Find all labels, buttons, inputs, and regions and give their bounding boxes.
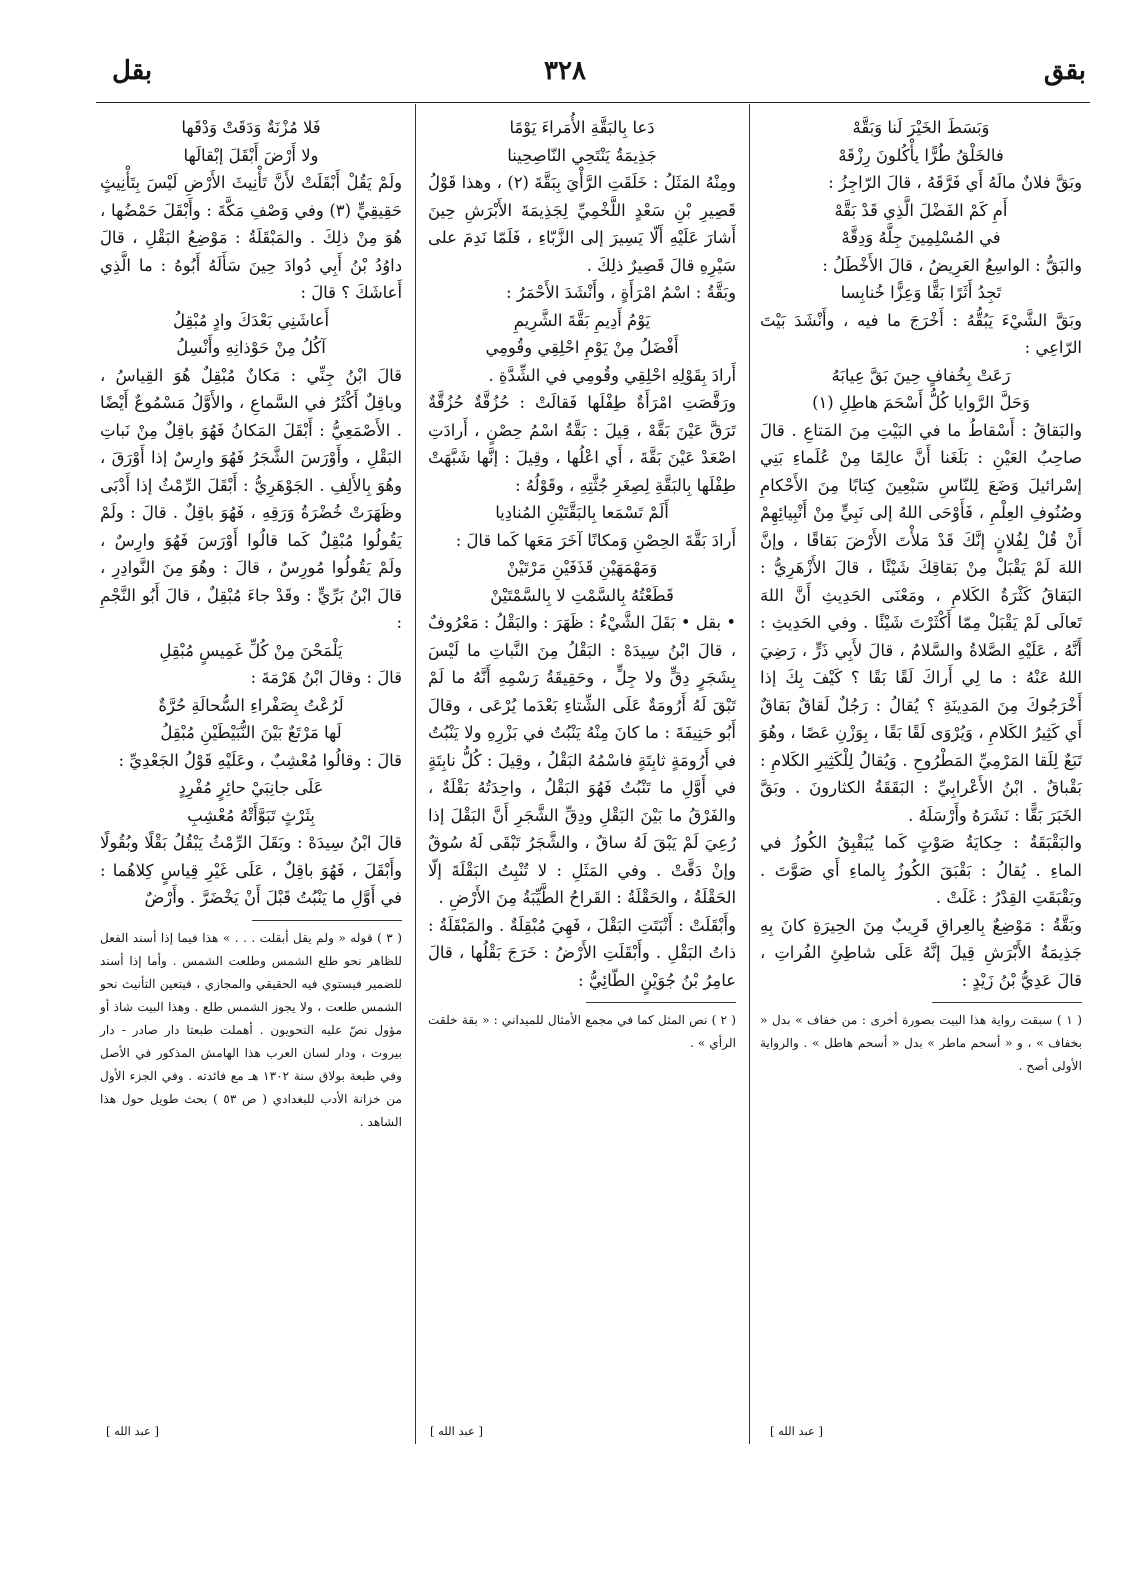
text-paragraph: قالَ : وقالَ ابْنُ هَرْمَةَ : [250, 668, 402, 687]
footnote: ( ٢ ) نص المثل كما في مجمع الأمثال للميداني : « بقة خلقت الرأي » . [428, 1013, 736, 1050]
footnote-rule [586, 1002, 736, 1003]
verse-line: فالخَلْقُ طُرًّا يأْكُلونَ رِزْقَهْ [838, 145, 1004, 165]
verse-line: أَلَمْ تَسْمَعا بِالبَقَّتَيْنِ المُنادِيا [495, 503, 669, 522]
text-paragraph: ومِنْهُ المَثَلُ : خَلَقَتِ الرَّأْيَ بِبَقَّةَ (٢) ، وهذا قَوْلُ قَصِيرِ بْنِ سَعْدٍ اللَّخْمِيِّ لِجَذِيمَةَ الأَبْرَشِ حِينَ أَشارَ عَلَيْهِ أَلّا يَسِيرَ إلى الزَّبّاءِ ، فَلَمّا نَدِمَ على سَيْرِهِ قالَ قَصِيرٌ ذلِكَ . [428, 173, 736, 275]
text-paragraph: وبَقَّةُ : مَوْضِعٌ بِالعِراقِ قَرِيبٌ مِنَ الحِيرَةِ كانَ بِهِ جَذِيمَةُ الأَبْرَشِ قِيلَ إنَّهُ عَلَى شاطِئِ الفُراتِ ، قالَ عَدِيُّ بْنُ زَيْدٍ : [760, 915, 1082, 990]
footnote: ( ١ ) سبقت رواية هذا البيت بصورة أخرى : من خفاف » بدل « بخفاف » ، و « أسحم ماطر » بدل « أسحم هاطل » . والرواية الأولى أصح . [760, 1013, 1082, 1073]
text-paragraph: والبَقُّ : الواسِعُ العَرِيضُ ، قالَ الأَخْطَلُ : [822, 255, 1082, 275]
text-paragraph: قالَ ابْنُ جِنِّي : مَكانٌ مُبْقِلٌ هُوَ القِياسُ ، وباقِلٌ أَكْثَرُ في السَّماعِ ، والأَوَّلُ مَسْمُوعٌ أَيْضًا . الأَصْمَعِيُّ : أَبْقَلَ المَكانُ فَهُوَ باقِلٌ مِنْ نَباتِ البَقْلِ ، وأَوْرَسَ الشَّجَرُ فَهُوَ وارِسٌ إذا أَوْرَقَ ، وهُوَ بِالأَلِفِ . الجَوْهَرِيُّ : أَبْقَلَ الرِّمْثُ إذا أَدْبَى وظَهَرَتْ خُضْرَةُ وَرَقِهِ ، فَهُوَ باقِلٌ . قالَ : ولَمْ يَقُولُوا مُبْقِلٌ كَما قالُوا أَوْرَسَ فَهُوَ وارِسٌ ، ولَمْ يَقُولُوا مُورِسٌ ، قالَ : وهُوَ مِنَ النَّوادِرِ ، قالَ ابْنُ بَرِّيٍّ : وقَدْ جاءَ مُبْقِلٌ ، قالَ أَبُو النَّجْمِ : [100, 365, 402, 632]
text-paragraph: قالَ : وقالُوا مُعْشِبٌ ، وعَلَيْهِ قَوْلُ الجَعْدِيِّ : [118, 750, 402, 770]
text-paragraph: والبَقْبَقَةُ : حِكايَةُ صَوْتٍ كَما يُبَقْبِقُ الكُوزُ في الماءِ . يُقالُ : بَقْبَقَ الكُوزُ بِالماءِ أَي صَوَّتَ . وبَقْبَقَتِ القِدْرُ : غَلَتْ . [760, 833, 1082, 907]
verse-line: فَلا مُزْنَةٌ وَدَقَتْ وَدْقَها [181, 118, 321, 137]
signature-left: [ عبد الله ] [106, 1424, 159, 1438]
text-paragraph: وبَقَّةُ : اسْمُ امْرَأَةٍ ، وأَنْشَدَ الأَحْمَرُ : [506, 283, 736, 302]
verse-line: أَمِ كَمْ الفَضْلَ الَّذِي قَدْ بَقَّهْ [834, 200, 1008, 220]
footnote: ( ٣ ) قوله « ولم يقل أبقلت . . . » هذا فيما إذا أسند الفعل للظاهر نحو طلع الشمس وطلعت الشمس . وأما إذا أسند للضمير فيستوي فيه الحقيقي والمجازي ، فيتعين التأنيث نحو الشمس طلعت ، ولا يجوز الشمس طلع . وهذا البيت شاذ أو مؤول نصّ عليه النحويون . أهملت طبعتا دار صادر - دار بيروت ، ودار لسان العرب هذا الهامش المذكور في الأصل وفي طبعة بولاق سنة ١٣٠٢ هـ مع فائدته . وفي الجزء الأول من خزانة الأدب للبغدادي ( ص ٥٣ ) بحث طويل حول هذا الشاهد . [100, 930, 402, 1129]
text-paragraph: ورَقَّصَتِ امْرَأَةٌ طِفْلَها فَقالَتْ : حُزُقَّةٌ حُزُقَّةٌ تَرَقَّ عَيْنَ بَقَّهْ ، قِيلَ : بَقَّةُ اسْمُ حِصْنٍ ، أَرادَتِ اصْعَدْ عَيْنَ بَقَّةَ ، أَي اعْلُها ، وقِيلَ : إنَّها شَبَّهَتْ طِفْلَها بِالبَقَّةِ لِصِغَرِ جُثَّتِهِ ، وقَوْلُهُ : [428, 393, 736, 495]
verse-line: أَفْضَلُ مِنْ يَوْمِ احْلِقِي وقُومِي [485, 338, 679, 357]
verse-line: وَبَسَطَ الخَيْرَ لَنا وَبَقَّهْ [852, 118, 990, 137]
text-paragraph: قالَ ابْنُ سِيدَهْ : وبَقَلَ الرِّمْثُ يَبْقُلُ بَقْلًا وبُقُولًا وأَبْقَلَ ، فَهُوَ باقِلٌ ، عَلَى غَيْرِ قِياسٍ كِلاهُما : في أَوَّلِ ما يَنْبُتُ قَبْلَ أَنْ يَخْضَرَّ . وأَرْضٌ [100, 833, 402, 907]
verse-line: ولا أَرْضَ أَبْقَلَ إبْقالَها [183, 145, 319, 165]
verse-line: دَعا بِالبَقَّةِ الأُمَراءَ يَوْمًا [509, 118, 655, 137]
verse-line: تَجِدُ أَثَرًا بَقًّا وَعِزًّا خُنابِسا [840, 283, 1002, 302]
verse-line: أَعاشَنِي بَعْدَكَ وادٍ مُبْقِلُ [172, 310, 330, 330]
verse-line: في المُسْلِمِينَ جِلَّهُ وَدِقَّهْ [841, 228, 1001, 247]
text-paragraph: وبَقَّ الشَّيْءَ يَبُقُّهُ : أَخْرَجَ ما فيه ، وأَنْشَدَ بَيْتَ الرّاعِي : [760, 310, 1082, 357]
text-paragraph: أَرادَ بَقَّةَ الحِصْنِ وَمكانًا آخَرَ مَعَها كَما قالَ : [455, 530, 736, 550]
column-middle [428, 114, 736, 1055]
verse-line: لَرُعْتُ بِصَفْراءِ السُّحالَةِ حُرَّةٌ [158, 695, 344, 715]
verse-line: وَمَهْمَهَيْنِ قَذَفَيْنِ مَرْتَيْنْ [506, 558, 658, 577]
verse-line: آكُلُ مِنْ حَوْذانِهِ وأَنْسِلُ [176, 338, 326, 357]
text-paragraph: والبَقاقُ : أَسْقاطُ ما في البَيْتِ مِنَ المَتاعِ . قالَ صاحِبُ العَيْنِ : بَلَغَنا أَنَّ عالِمًا مِنْ عُلَماءِ بَنِي إسْرائيلَ وَضَعَ لِلنّاسِ سَبْعِينَ كِتابًا مِنَ الأَحْكامِ وصُنُوفِ العِلْمِ ، فَأَوْحَى اللهُ إلى نَبِيٍّ مِنْ أَنْبِيائِهِمْ أَنْ قُلْ لِفُلانٍ إنَّكَ قَدْ مَلأْتَ الأَرْضَ بَقاقًا ، وإنَّ اللهَ لَمْ يَقْبَلْ مِنْ بَقاقِكَ شَيْئًا ، قالَ الأَزْهَرِيُّ : البَقاقُ كَثْرَةُ الكَلامِ ، ومَعْنَى الحَدِيثِ أَنَّ اللهَ تَعالَى لَمْ يَقْبَلْ مِمّا أَكْثَرْتَ شَيْئًا . وفي الحَدِيثِ : أَنَّهُ ، عَلَيْهِ الصَّلاةُ والسَّلامُ ، قالَ لأَبِي ذَرٍّ ، رَضِيَ اللهُ عَنْهُ : ما لِي أَراكَ لَقًا بَقًا ؟ كَيْفَ بِكَ إذا أَخْرَجُوكَ مِنَ المَدِينَةِ ؟ يُقالُ : رَجُلٌ لَقاقٌ بَقاقٌ أَي كَثِيرُ الكَلامِ ، وَيُرْوَى لَقًا بَقًا ، بِوَزْنِ عَصًا ، وهُوَ تَبَعٌ لِلَقا المَرْمِيِّ المَطْرُوحِ . وَيُقالُ لِلْكَثِيرِ الكَلامِ : بَقْباقٌ . ابْنُ الأَعْرابِيِّ : البَقَقَةُ الكثارونَ . وبَقَّ الخَبَرَ بَقًّا : نَشَرَهُ وأَرْسَلَهُ . [760, 420, 1082, 825]
footnote-rule [932, 1002, 1082, 1003]
text-paragraph: وبَقَّ فلانٌ مالَهُ أَي فَرَّقَهُ ، قالَ الرّاجِزُ : [828, 173, 1082, 192]
column-left [100, 114, 402, 1134]
header-entry-word-left: بقل [112, 56, 153, 86]
text-paragraph: وأَبْقَلَتْ : أَنْبَتَتِ البَقْلَ ، فَهِيَ مُبْقِلَةٌ . والمَبْقَلَةُ : ذاتُ البَقْلِ . وأَبْقَلَتِ الأَرْضُ : خَرَجَ بَقْلُها ، قالَ عامِرُ بْنُ جُوَيْنٍ الطّائِيُّ : [428, 915, 736, 990]
verse-line: رَعَتْ بِخُفافٍ حِينَ بَقَّ عِيابَهُ [831, 365, 1011, 385]
column-divider-right [749, 104, 750, 1444]
signature-middle: [ عبد الله ] [430, 1424, 483, 1438]
verse-line: لَها مَرْتَعٌ بَيْنَ النُّبَيْطَيْنِ مُبْقِلُ [160, 723, 342, 742]
header-entry-word-right: بقق [1043, 56, 1086, 86]
signature-right: [ عبد الله ] [770, 1424, 823, 1438]
verse-line: يَلْمَحْنَ مِنْ كُلِّ غَمِيسٍ مُبْقِلِ [159, 640, 343, 660]
text-paragraph: أَرادَ بِقَوْلِهِ احْلِقِي وقُومِي في الشِّدَّةِ . [488, 365, 736, 385]
verse-line: عَلَى جانِبَيْ حائِرٍ مُفْرِدٍ [178, 778, 324, 797]
verse-line: جَذِيمَةُ يَنْتَحِي النّاصِحِينا [507, 145, 657, 165]
text-paragraph: • بقل • بَقَلَ الشَّيْءُ : ظَهَرَ : والبَقْلُ : مَعْرُوفٌ ، قالَ ابْنُ سِيدَهْ : البَقْلُ مِنَ النَّباتِ ما لَيْسَ بِشَجَرٍ دِقٍّ ولا جِلٍّ ، وحَقِيقَةُ رَسْمِهِ أَنَّهُ ما لَمْ تَبْقَ لَهُ أَرُومَةٌ عَلَى الشِّتاءِ بَعْدَما يُرْعَى ، وقالَ أَبُو حَنِيفَةَ : ما كانَ مِنْهُ يَنْبُتُ في بَزْرِهِ ولا يَنْبُتُ في أَرُومَةٍ ثابِتَةٍ فاسْمُهُ البَقْلُ ، وقِيلَ : كُلُّ نابِتَةٍ في أَوَّلِ ما تَنْبُتُ فَهُوَ البَقْلُ ، واحِدَتُهُ بَقْلَةٌ ، والفَرْقُ ما بَيْنَ البَقْلِ ودِقِّ الشَّجَرِ أَنَّ البَقْلَ إذا رُعِيَ لَمْ يَبْقَ لَهُ ساقٌ ، والشَّجَرُ تَبْقَى لَهُ سُوقٌ وإنْ دَقَّتْ . وفي المَثَلِ : لا تُنْبِتُ البَقْلَةَ إلّا الحَقْلَةُ ، والحَقْلَةُ : القَراحُ الطَّيِّبَةُ مِنَ الأَرْضِ . [428, 613, 736, 907]
verse-line: قَطَعْتُهُ بِالسَّمْتِ لا بِالسَّمْتَيْنْ [490, 585, 674, 605]
text-paragraph: ولَمْ يَقُلْ أَبْقَلَتْ لأَنَّ تَأْنِيثَ الأَرْضِ لَيْسَ بِتَأْنِيثٍ حَقِيقِيٍّ (٣) وفي وَصْفِ مَكَّةَ : وأَبْقَلَ حَمْضُها ، هُوَ مِنْ ذلِكَ . والمَبْقَلَةُ : مَوْضِعُ البَقْلِ ، قالَ داوُدُ بْنُ أَبِي دُوادَ حِينَ سَأَلَهُ أَبُوهُ : ما الَّذِي أَعاشَكَ ؟ قالَ : [100, 173, 402, 302]
verse-line: وَحَلَّ الرَّوايا كُلُّ أَسْحَمَ هاطِلِ (١) [812, 393, 1030, 412]
verse-line: بِثَرْثٍ تَبَوَّأَتْهُ مُعْشِبِ [187, 805, 315, 825]
footnote-rule [252, 920, 402, 921]
column-right [760, 114, 1082, 1078]
verse-line: يَوْمُ أَدِيمِ بَقَّةَ الشَّرِيمِ [513, 310, 651, 330]
page-number: ٣٢٨ [544, 56, 586, 86]
column-divider-left [415, 104, 416, 1444]
header-rule [96, 102, 1090, 103]
